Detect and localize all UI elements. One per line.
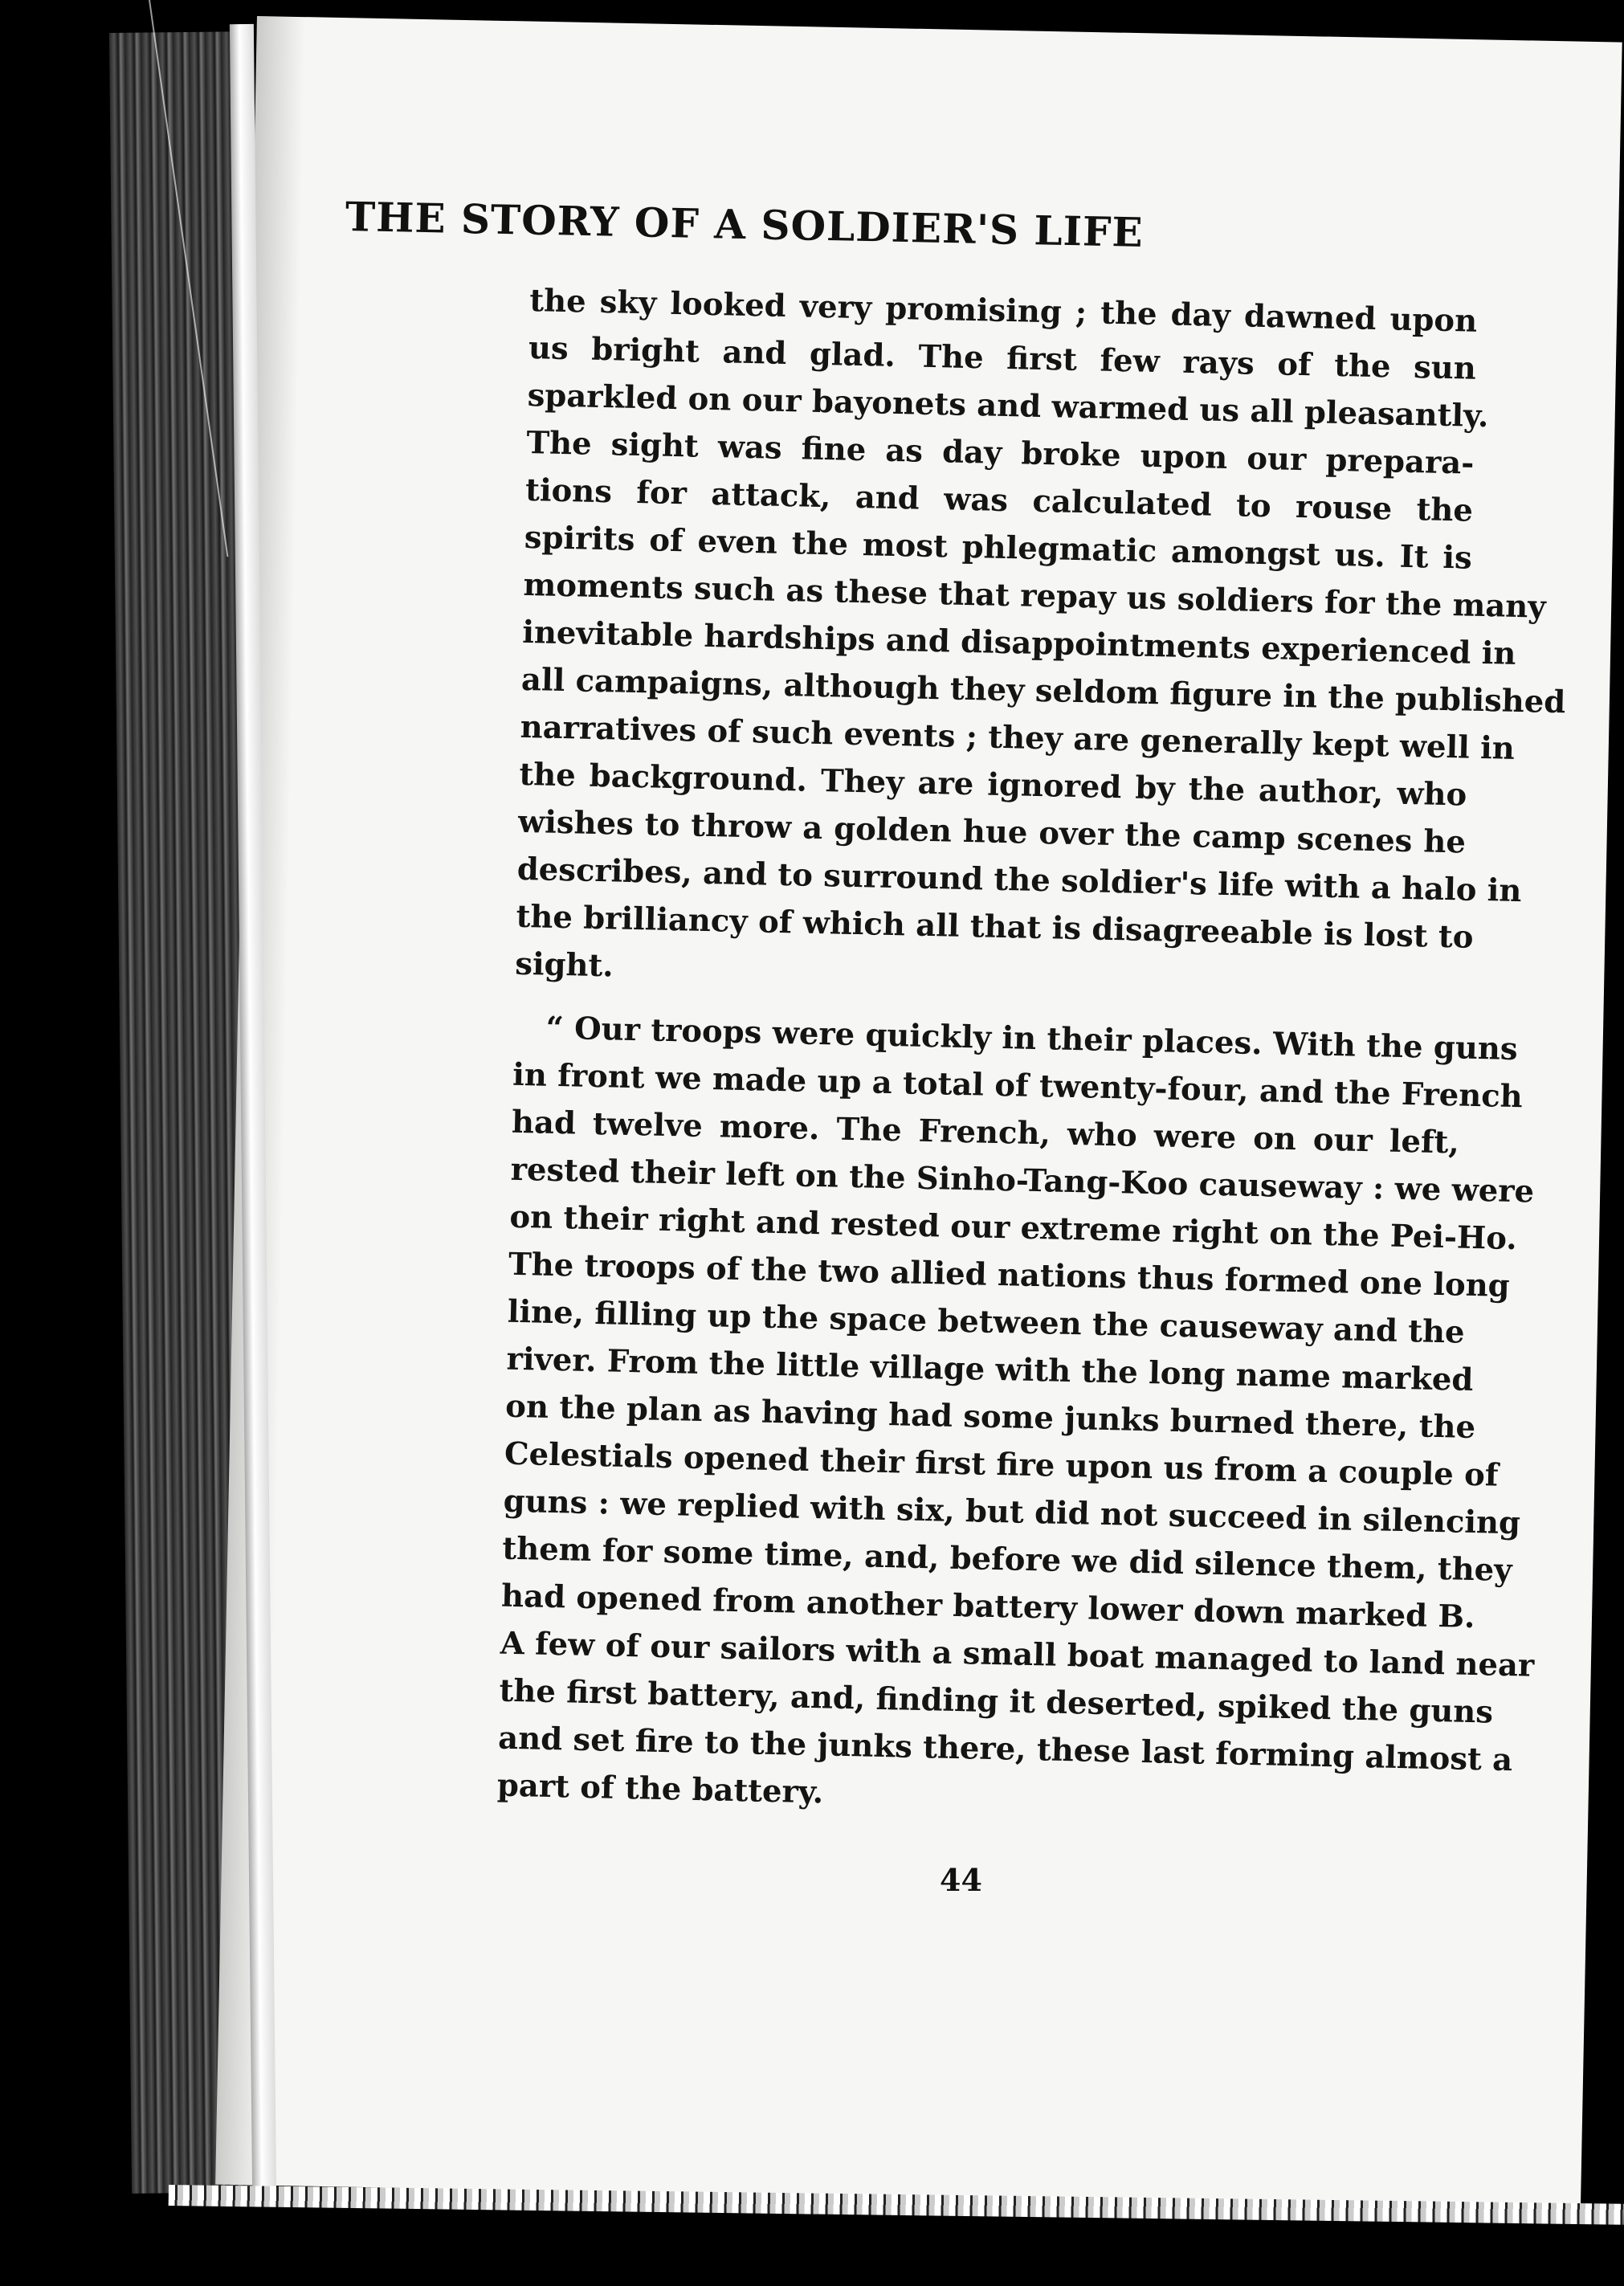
text-line: The sight was fine as day broke upon our prepara- (526, 424, 1475, 482)
text-line: the first battery, and, finding it deserted, spiked the guns (499, 1672, 1494, 1731)
text-line: Celestials opened their first fire upon us from a couple of (504, 1435, 1499, 1494)
text-line: and set fire to the junks there, these last forming almost a (497, 1720, 1513, 1779)
text-line: us bright and glad. The first few rays of the sun (528, 329, 1477, 387)
text-line: spirits of even the most phlegmatic amongst us. It is (524, 519, 1473, 577)
text-line: all campaigns, although they seldom figure in the published (520, 661, 1566, 721)
text-line: rested their left on the Sinho-Tang-Koo causeway : we were (510, 1151, 1535, 1210)
page-number: 44 (940, 1862, 982, 1898)
text-line: line, filling up the space between the causeway and the (507, 1293, 1466, 1351)
text-line: on the plan as having had some junks burned there, the (504, 1388, 1476, 1447)
body-text (496, 277, 1566, 1830)
text-line: sparkled on our bayonets and warmed us all pleasantly. (527, 377, 1489, 435)
text-line: describes, and to surround the soldier's life with a halo in (516, 851, 1522, 910)
text-line: had twelve more. The French, who were on our left, (511, 1104, 1460, 1161)
paragraph (514, 277, 1566, 1009)
text-line: on their right and rested our extreme right on the Pei-Ho. (508, 1198, 1518, 1258)
text-line: narratives of such events ; they are generally kept well in (520, 708, 1516, 767)
running-head: THE STORY OF A SOLDIER'S LIFE (345, 193, 1145, 256)
text-line: them for some time, and, before we did silence them, they (501, 1530, 1513, 1590)
text-line: wishes to throw a golden hue over the camp scenes he (517, 803, 1467, 861)
text-line: “ Our troops were quickly in their places. With the guns (545, 1010, 1519, 1068)
text-line: part of the battery. (496, 1767, 824, 1811)
text-line: guns : we replied with six, but did not succeed in silencing (503, 1483, 1521, 1542)
text-line: tions for attack, and was calculated to rouse the (524, 471, 1474, 529)
text-line: moments such as these that repay us soldiers for the many (523, 566, 1547, 626)
text-line: had opened from another battery lower down marked B. (500, 1578, 1475, 1636)
text-line: the background. They are ignored by the author, who (518, 756, 1467, 814)
text-line: inevitable hardships and disappointments experienced in (521, 614, 1516, 672)
text-line: in front we made up a total of twenty-four, and the French (512, 1056, 1524, 1116)
text-line: A few of our sailors with a small boat managed to land near (500, 1625, 1535, 1684)
text-line: The troops of the two allied nations thus formed one long (508, 1246, 1511, 1304)
text-line: the brilliancy of which all that is disagreeable is lost to (516, 898, 1474, 956)
paragraph (496, 1004, 1535, 1831)
text-line: sight. (514, 945, 614, 985)
text-line: river. From the little village with the long name marked (506, 1341, 1474, 1398)
text-line: the sky looked very promising ; the day dawned upon (528, 282, 1478, 340)
